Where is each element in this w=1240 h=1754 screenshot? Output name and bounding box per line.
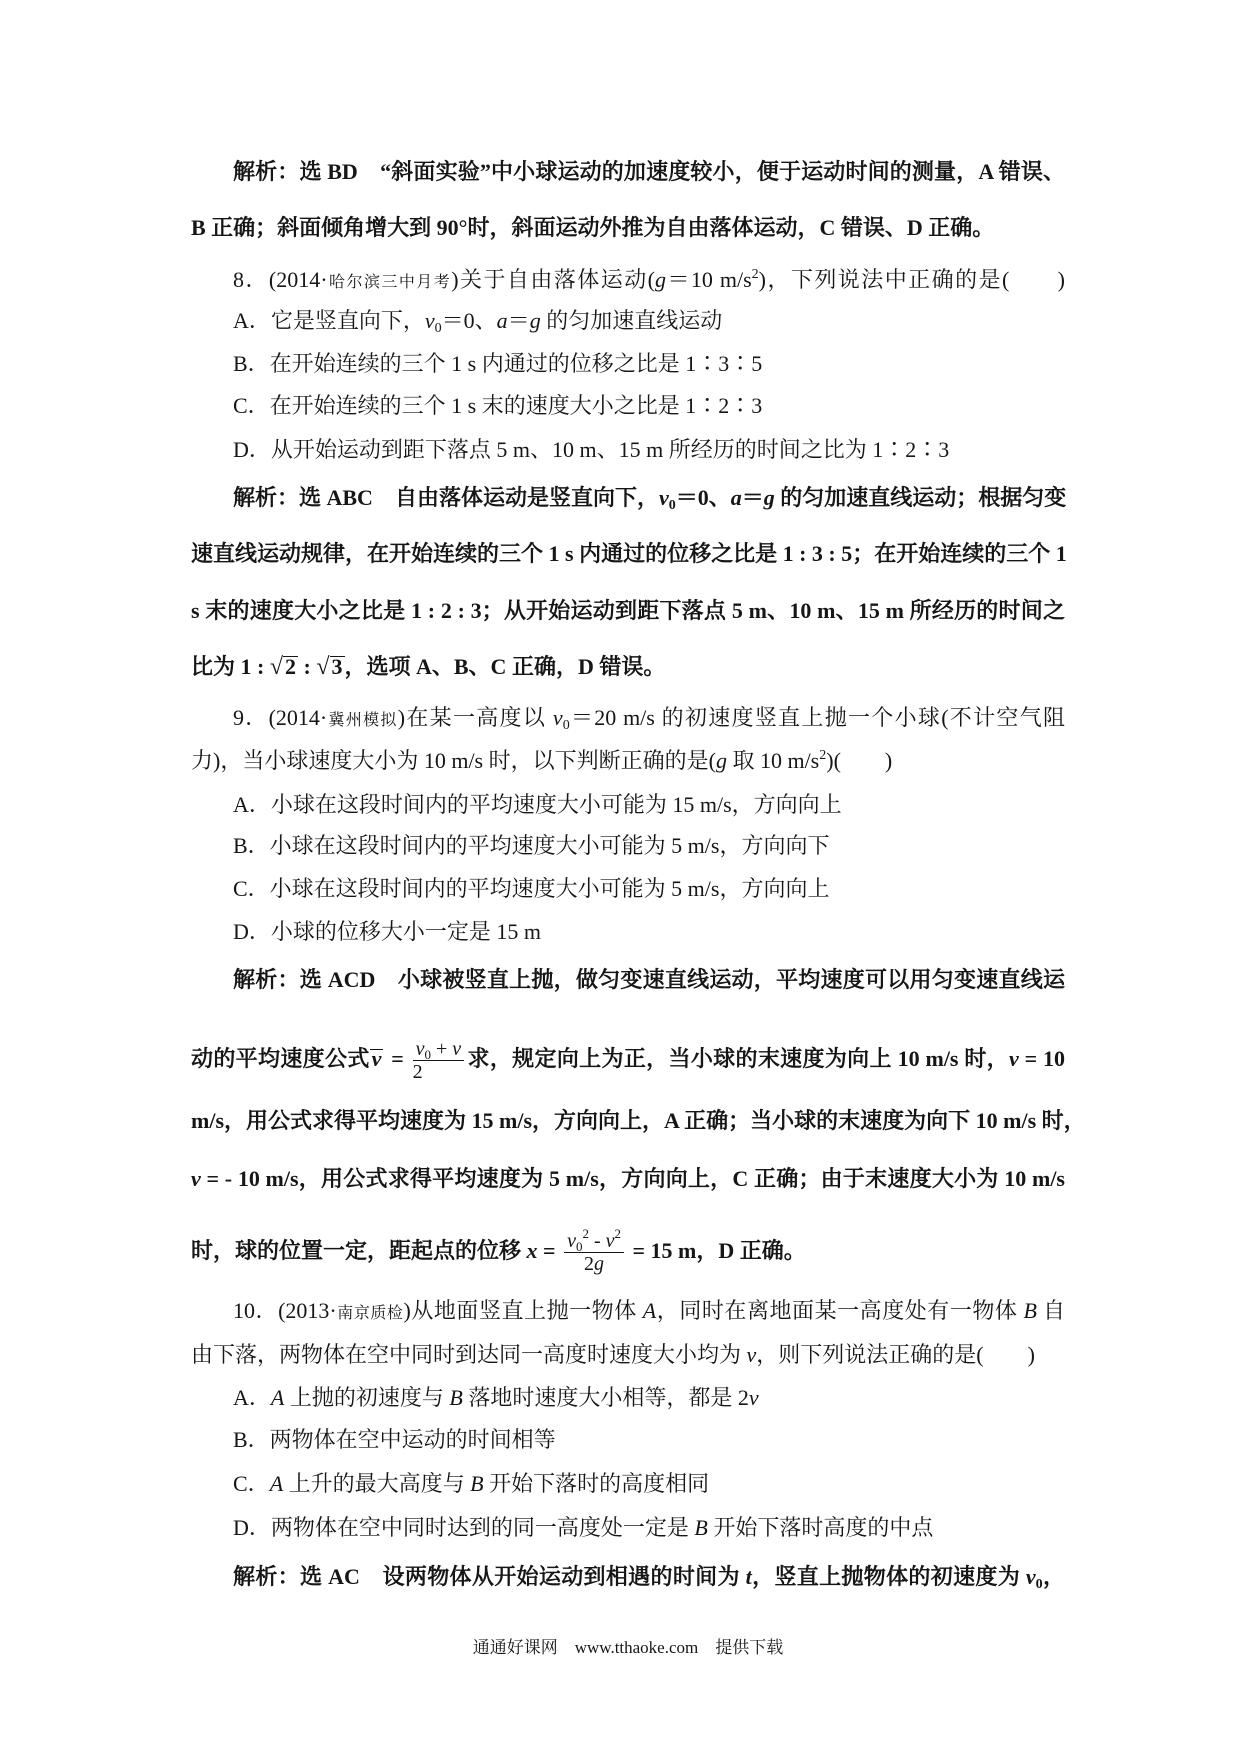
solution-text: ，	[1042, 1564, 1065, 1589]
fraction-numerator	[564, 1226, 624, 1255]
subscript: 0	[1035, 1577, 1043, 1592]
solution-text: 解析：选 AC 设两物体从开始运动到相遇的时间为	[233, 1564, 746, 1589]
q9-option-a	[233, 792, 1065, 818]
italic-variable: v	[1009, 1046, 1019, 1071]
q9-stem-line-1	[233, 705, 1065, 734]
question-number: 9．(2014·	[233, 705, 328, 730]
superscript: 2	[582, 1226, 589, 1242]
q9-stem-line-2	[191, 748, 1065, 774]
option-text: ＝0、	[441, 308, 497, 333]
subscript: 0	[562, 718, 570, 733]
q8-solution-line-3	[191, 598, 1065, 624]
q8-option-a	[233, 308, 1065, 334]
italic-variable: g	[715, 748, 727, 773]
italic-variable: v	[746, 1342, 757, 1367]
stem-text: 取 10 m/s	[726, 748, 820, 773]
q10-stem-line-2	[191, 1342, 1065, 1368]
option-text: C．小球在这段时间内的平均速度大小可能为 5 m/s，方向向上	[233, 876, 830, 901]
superscript: 2	[614, 1226, 622, 1242]
solution-text: 的匀加速直线运动；根据匀变	[774, 485, 1067, 510]
q8-solution-line-4	[191, 654, 1065, 680]
page-footer: 通通好课网 www.tthaoke.com 提供下载	[472, 1638, 784, 1657]
option-text: 开始下落时高度的中点	[707, 1515, 934, 1540]
q9-solution-line-2	[191, 1032, 1065, 1086]
radicand: 3	[331, 654, 343, 679]
option-text: A．	[233, 1385, 271, 1410]
solution-text: = - 10 m/s，用公式求得平均速度为 5 m/s，方向向上，C 正确；由于末速度大小为 10 m/s	[200, 1166, 1065, 1191]
italic-variable: v	[424, 308, 435, 333]
solution-text: ，选项 A、B、C 正确，D 错误。	[344, 654, 666, 679]
italic-variable: B	[1023, 1298, 1037, 1323]
option-text: A．小球在这段时间内的平均速度大小可能为 15 m/s，方向向上	[233, 792, 842, 817]
option-text: D．从开始运动到距下落点 5 m、10 m、15 m 所经历的时间之比为 1∶2∶3	[233, 437, 950, 462]
italic-variable: B	[449, 1385, 463, 1410]
minus-sign: -	[588, 1230, 606, 1253]
stem-text: 力)，当小球速度大小为 10 m/s 时，以下判断正确的是(	[191, 748, 716, 773]
q8-solution-line-2	[191, 541, 1065, 567]
stem-text: 由下落，两物体在空中同时到达同一高度时速度大小均为	[191, 1342, 747, 1367]
q8-option-c	[233, 393, 1065, 419]
question-source: 南京质检	[336, 1305, 404, 1322]
italic-variable: v	[415, 1038, 425, 1061]
italic-variable: v	[1025, 1564, 1036, 1589]
q10-stem-line-1	[233, 1298, 1065, 1327]
stem-text: ＝20 m/s 的初速度竖直上抛一个小球(不计空气阻	[569, 705, 1065, 730]
subscript: 0	[434, 321, 442, 336]
q9-option-c	[233, 876, 1065, 902]
equals-sign: =	[537, 1238, 562, 1263]
question-source: 冀州模拟	[327, 712, 398, 729]
fraction-denominator: 2	[412, 1061, 423, 1084]
radical-sign: √	[269, 654, 283, 680]
italic-variable: g	[655, 267, 666, 292]
q9-solution-line-5	[191, 1222, 1065, 1280]
stem-text: )关于自由落体运动(	[451, 267, 655, 292]
option-text: B．两物体在空中运动的时间相等	[233, 1427, 556, 1452]
denominator-number: 2	[584, 1253, 595, 1276]
italic-variable: A	[270, 1385, 285, 1410]
q8-solution-line-1	[233, 485, 1065, 511]
italic-variable: B	[470, 1471, 484, 1496]
solution-text: 速直线运动规律，在开始连续的三个 1 s 内通过的位移之比是 1 : 3 : 5；在开始连续的三个 1	[191, 541, 1067, 566]
superscript: 2	[819, 748, 827, 763]
q9-solution-line-1	[233, 967, 1065, 993]
solution-text: 解析：选 ABC 自由落体运动是竖直向下，	[233, 485, 659, 510]
subscript: 0	[575, 1239, 583, 1255]
radicand: 2	[285, 654, 296, 679]
option-text: C．在开始连续的三个 1 s 末的速度大小之比是 1∶2∶3	[233, 393, 763, 418]
italic-variable: a	[730, 485, 742, 510]
question-source: 哈尔滨三中月考	[327, 274, 452, 291]
italic-variable: B	[694, 1515, 708, 1540]
italic-variable: x	[526, 1238, 538, 1263]
option-text: D．小球的位移大小一定是 15 m	[233, 919, 542, 944]
solution-text: 解析：选 BD “斜面实验”中小球运动的加速度较小，便于运动时间的测量，A 错误、	[233, 159, 1065, 184]
italic-variable: v	[658, 485, 669, 510]
question-number: 10．(2013·	[233, 1298, 337, 1323]
q7-solution-line-1	[233, 159, 1065, 185]
subscript: 0	[424, 1047, 432, 1063]
q9-solution-line-4	[191, 1166, 1065, 1192]
question-number: 8．(2014·	[233, 267, 328, 292]
option-text: C．	[233, 1471, 270, 1496]
stem-text: )( )	[826, 748, 893, 773]
superscript: 2	[751, 267, 759, 282]
equals-sign: =	[385, 1046, 410, 1071]
solution-text: ，竖直上抛物体的初速度为	[751, 1564, 1026, 1589]
solution-text: 求，规定向上为正，当小球的末速度为向上 10 m/s 时，	[467, 1046, 1009, 1071]
option-text: B．在开始连续的三个 1 s 内通过的位移之比是 1∶3∶5	[233, 351, 763, 376]
option-text: A．它是竖直向下，	[233, 308, 425, 333]
italic-variable: v	[452, 1038, 462, 1061]
fraction-denominator	[564, 1253, 624, 1275]
solution-text: :	[298, 654, 317, 679]
stem-text: 自	[1036, 1298, 1065, 1323]
italic-variable: g	[594, 1253, 605, 1276]
option-text: 开始下落时的高度相同	[483, 1471, 710, 1496]
q9-solution-line-3	[191, 1108, 1086, 1134]
option-text: 落地时速度大小相等，都是 2	[462, 1385, 749, 1410]
radical-sign: √	[316, 654, 330, 680]
q8-option-b	[233, 351, 1065, 377]
italic-variable: A	[642, 1298, 657, 1323]
stem-text: )从地面竖直上抛一物体	[403, 1298, 643, 1323]
q8-stem	[233, 267, 1065, 296]
italic-variable: A	[269, 1471, 284, 1496]
solution-text: 动的平均速度公式	[191, 1046, 370, 1071]
italic-variable: g	[529, 308, 541, 333]
option-text: 的匀加速直线运动	[540, 308, 723, 333]
stem-text: )，下列说法中正确的是( )	[758, 267, 1066, 292]
solution-text: B 正确；斜面倾角增大到 90°时，斜面运动外推为自由落体运动，C 错误、D 正确。	[191, 215, 995, 240]
plus-sign: +	[431, 1038, 453, 1061]
solution-text: 解析：选 ACD 小球被竖直上抛，做匀变速直线运动，平均速度可以用匀变速直线运	[233, 967, 1065, 992]
option-text: 上抛的初速度与	[284, 1385, 450, 1410]
q10-option-a	[233, 1385, 1065, 1411]
italic-variable: v	[191, 1166, 201, 1191]
q10-solution-line-1	[233, 1564, 1065, 1590]
italic-variable: a	[496, 308, 508, 333]
average-velocity-symbol: v	[371, 1046, 382, 1071]
q9-option-b	[233, 833, 1065, 859]
italic-variable: v	[605, 1230, 615, 1253]
solution-text: 时，球的位置一定，距起点的位移	[191, 1238, 527, 1263]
solution-text: s 末的速度大小之比是 1 : 2 : 3；从开始运动到距下落点 5 m、10 m、15 m 所经历的时间之	[191, 598, 1065, 623]
q10-option-c	[233, 1471, 1065, 1497]
subscript: 0	[668, 498, 676, 513]
q10-option-b	[233, 1427, 1065, 1453]
italic-variable: v	[567, 1230, 576, 1253]
q9-option-d	[233, 919, 1065, 945]
italic-variable: g	[763, 485, 775, 510]
stem-text: )在某一高度以	[397, 705, 553, 730]
italic-variable: v	[748, 1385, 759, 1410]
fraction-numerator	[413, 1038, 465, 1061]
option-text: B．小球在这段时间内的平均速度大小可能为 5 m/s，方向向下	[233, 833, 830, 858]
solution-text: 比为 1 :	[191, 654, 270, 679]
stem-text: ＝10 m/s	[666, 267, 752, 292]
solution-text: = 15 m，D 正确。	[627, 1238, 806, 1263]
q10-option-d	[233, 1515, 1065, 1541]
option-text: 上升的最大高度与	[283, 1471, 471, 1496]
solution-text: m/s，用公式求得平均速度为 15 m/s，方向向上，A 正确；当小球的末速度为向下 10 m/s 时，	[191, 1108, 1086, 1133]
fraction	[413, 1038, 465, 1083]
solution-text: ＝	[741, 485, 764, 510]
solution-text: ＝0、	[675, 485, 731, 510]
option-text: D．两物体在空中同时达到的同一高度处一定是	[233, 1515, 695, 1540]
solution-text: = 10	[1018, 1046, 1065, 1071]
italic-variable: v	[552, 705, 563, 730]
fraction	[564, 1226, 624, 1276]
italic-variable: t	[745, 1564, 752, 1589]
stem-text: ，同时在离地面某一高度处有一物体	[656, 1298, 1024, 1323]
option-text: ＝	[507, 308, 530, 333]
stem-text: ，则下列说法正确的是( )	[756, 1342, 1035, 1367]
q7-solution-line-2	[191, 215, 1065, 241]
q8-option-d	[233, 437, 1065, 463]
